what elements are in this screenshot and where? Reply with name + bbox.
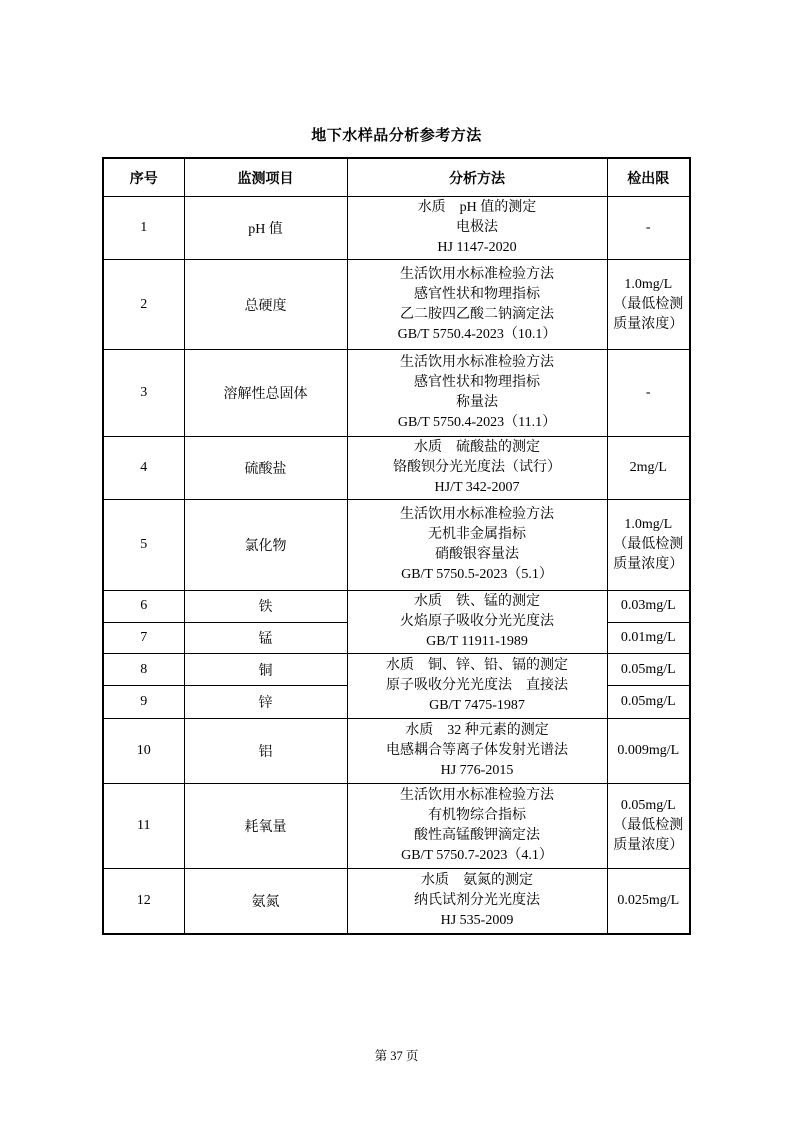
- row-item: 锰: [184, 622, 347, 654]
- row-no: 5: [103, 500, 184, 591]
- limit-value: -: [645, 385, 651, 400]
- table-row: [103, 784, 690, 869]
- row-method: [347, 591, 607, 654]
- table-row: [103, 437, 690, 500]
- row-limit: [607, 197, 690, 260]
- method-line: 水质 pH 值的测定: [417, 200, 537, 215]
- row-item: pH 值: [184, 197, 347, 260]
- method-line: 有机物综合指标: [428, 808, 526, 823]
- limit-value: -: [645, 220, 651, 235]
- row-limit: [607, 686, 690, 719]
- row-no: 8: [103, 654, 184, 686]
- table-row: [103, 500, 690, 591]
- page-number: 第 37 页: [374, 1049, 419, 1063]
- row-limit: [607, 437, 690, 500]
- limit-note: （最低检测质量浓度）: [613, 537, 684, 572]
- table-row: [103, 654, 690, 686]
- header-cell-item: 监测项目: [184, 158, 347, 197]
- method-line: 酸性高锰酸钾滴定法: [414, 828, 540, 843]
- method-line: HJ 535-2009: [440, 912, 514, 928]
- table-row: [103, 719, 690, 784]
- table-row: [103, 260, 690, 350]
- method-line: GB/T 5750.4-2023（11.1）: [397, 415, 557, 430]
- method-line: 无机非金属指标: [428, 527, 526, 542]
- row-no: 3: [103, 350, 184, 437]
- method-line: GB/T 7475-1987: [429, 698, 525, 713]
- limit-value: 0.009mg/L: [617, 743, 680, 758]
- method-line: 纳氏试剂分光光度法: [414, 892, 540, 908]
- table-row: [103, 197, 690, 260]
- header-cell-no: 序号: [103, 158, 184, 197]
- method-line: HJ 1147-2020: [437, 240, 517, 255]
- method-line: GB/T 11911-1989: [426, 634, 528, 649]
- method-line: 生活饮用水标准检验方法: [400, 355, 554, 370]
- row-method: [347, 784, 607, 869]
- method-line: 原子吸收分光光度法 直接法: [386, 678, 568, 693]
- method-line: GB/T 5750.7-2023（4.1）: [401, 848, 553, 863]
- method-line: 生活饮用水标准检验方法: [400, 788, 554, 803]
- row-no: 9: [103, 686, 184, 719]
- table-row: [103, 350, 690, 437]
- limit-value: 1.0mg/L: [624, 276, 673, 292]
- row-method: [347, 350, 607, 437]
- table-row: [103, 591, 690, 623]
- method-line: HJ/T 342-2007: [434, 480, 520, 495]
- limit-value: 2mg/L: [629, 460, 667, 475]
- row-item: 氨氮: [184, 869, 347, 934]
- limit-note: （最低检测质量浓度）: [613, 296, 684, 332]
- row-item: 硫酸盐: [184, 437, 347, 500]
- row-no: 7: [103, 622, 184, 654]
- row-no: 10: [103, 719, 184, 784]
- method-line: 铬酸钡分光光度法（试行）: [393, 460, 561, 475]
- row-limit: [607, 350, 690, 437]
- row-limit: [607, 260, 690, 350]
- method-line: 电感耦合等离子体发射光谱法: [386, 743, 568, 758]
- method-line: 感官性状和物理指标: [414, 375, 540, 390]
- document-title: 地下水样品分析参考方法: [311, 128, 482, 144]
- method-line: 硝酸银容量法: [435, 547, 519, 562]
- limit-value: 0.025mg/L: [617, 892, 680, 908]
- row-limit: [607, 500, 690, 591]
- limit-value: 0.01mg/L: [620, 629, 676, 645]
- header-cell-method: 分析方法: [347, 158, 607, 197]
- method-line: 电极法: [456, 220, 498, 235]
- analysis-methods-table: [102, 157, 691, 935]
- row-limit: [607, 869, 690, 934]
- method-line: 水质 硫酸盐的测定: [414, 440, 540, 455]
- row-method: [347, 869, 607, 934]
- limit-value: 0.05mg/L: [620, 798, 676, 813]
- method-line: 生活饮用水标准检验方法: [400, 507, 554, 522]
- header-cell-limit: 检出限: [607, 158, 690, 197]
- row-no: 12: [103, 869, 184, 934]
- method-line: GB/T 5750.4-2023（10.1）: [397, 326, 557, 342]
- method-line: 生活饮用水标准检验方法: [400, 266, 554, 282]
- row-no: 11: [103, 784, 184, 869]
- row-item: 铝: [184, 719, 347, 784]
- limit-value: 1.0mg/L: [624, 517, 673, 532]
- row-limit: [607, 719, 690, 784]
- method-line: 水质 氨氮的测定: [421, 872, 533, 888]
- method-line: HJ 776-2015: [440, 763, 514, 778]
- table-row: [103, 869, 690, 934]
- row-item: 总硬度: [184, 260, 347, 350]
- row-method: [347, 719, 607, 784]
- row-no: 1: [103, 197, 184, 260]
- row-method: [347, 500, 607, 591]
- row-method: [347, 260, 607, 350]
- row-no: 2: [103, 260, 184, 350]
- row-no: 4: [103, 437, 184, 500]
- row-method: [347, 437, 607, 500]
- limit-note: （最低检测质量浓度）: [613, 818, 684, 853]
- row-method: [347, 197, 607, 260]
- method-line: 乙二胺四乙酸二钠滴定法: [400, 306, 554, 322]
- limit-value: 0.03mg/L: [620, 598, 676, 614]
- row-limit: [607, 622, 690, 654]
- header-row: [103, 158, 690, 197]
- row-limit: [607, 654, 690, 686]
- row-no: 6: [103, 591, 184, 623]
- limit-value: 0.05mg/L: [620, 694, 676, 709]
- method-line: 火焰原子吸收分光光度法: [400, 614, 554, 629]
- method-line: 水质 铁、锰的测定: [414, 594, 540, 609]
- row-item: 锌: [184, 686, 347, 719]
- row-item: 铁: [184, 591, 347, 623]
- row-method: [347, 654, 607, 719]
- method-line: 感官性状和物理指标: [414, 286, 540, 302]
- method-line: 水质 铜、锌、铅、镉的测定: [386, 658, 568, 673]
- row-item: 耗氧量: [184, 784, 347, 869]
- method-line: 称量法: [456, 395, 498, 410]
- row-item: 氯化物: [184, 500, 347, 591]
- row-limit: [607, 784, 690, 869]
- method-line: 水质 32 种元素的测定: [405, 723, 549, 738]
- row-item: 铜: [184, 654, 347, 686]
- row-limit: [607, 591, 690, 623]
- row-item: 溶解性总固体: [184, 350, 347, 437]
- method-line: GB/T 5750.5-2023（5.1）: [401, 567, 553, 582]
- limit-value: 0.05mg/L: [620, 661, 676, 677]
